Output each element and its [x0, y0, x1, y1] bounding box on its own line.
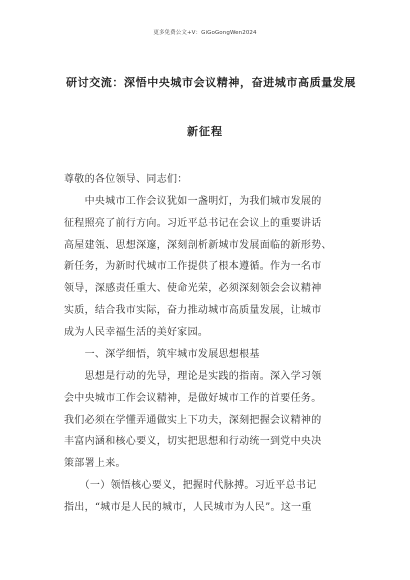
paragraph-3-line: 指出，“城市是人民的城市，人民城市为人民”。这一重	[64, 501, 312, 513]
paragraph-3	[64, 475, 348, 519]
paragraph-2-line: 丰富内涵和核心要义，切实把思想和行动统一到党中央决	[64, 436, 322, 448]
section-1	[64, 344, 348, 366]
paragraph-1-line: 新任务，为新时代城市工作提供了根本遵循。作为一名市	[64, 261, 322, 273]
paragraph-1-line: 征程照亮了前行方向。习近平总书记在会议上的重要讲话	[64, 217, 322, 229]
paragraph-1-line: 实质，结合我市实际，奋力推动城市高质量发展，让城市	[64, 304, 322, 316]
section-1-heading: 一、深学细悟，筑牢城市发展思想根基	[64, 349, 260, 360]
paragraph-2-line: 思想是行动的先导，理论是实践的指南。深入学习领	[64, 371, 322, 382]
paragraph-2-line: 策部署上来。	[64, 458, 126, 470]
paragraph-1-line: 成为人民幸福生活的美好家园。	[64, 326, 209, 338]
salutation-text: 尊敬的各位领导、同志们：	[64, 174, 188, 185]
paragraph-1-line: 高屋建瓴、思想深邃，深刻剖析新城市发展面临的新形势、	[64, 239, 332, 251]
document-title-line2: 新征程	[187, 125, 223, 138]
paragraph-1-line: 领导，深感责任重大、使命光荣，必须深刻领会会议精神	[64, 283, 322, 295]
paragraph-1	[64, 191, 348, 344]
paragraph-2-line: 会中央城市工作会议精神，是做好城市工作的首要任务。	[64, 392, 322, 404]
document-title-line1: 研讨交流：深悟中央城市会议精神，奋进城市高质量发展	[66, 76, 356, 89]
paragraph-2-line: 我们必须在学懂弄通做实上下功夫，深刻把握会议精神的	[64, 414, 322, 426]
paragraph-2	[64, 366, 348, 475]
header-note: 更多免费公文+V：GiGoGongWen2024	[153, 30, 257, 36]
paragraph-3-line: （一）领悟核心要义，把握时代脉搏。习近平总书记	[64, 480, 317, 491]
salutation	[64, 169, 348, 191]
paragraph-1-line: 中央城市工作会议犹如一盏明灯，为我们城市发展的	[64, 196, 322, 207]
